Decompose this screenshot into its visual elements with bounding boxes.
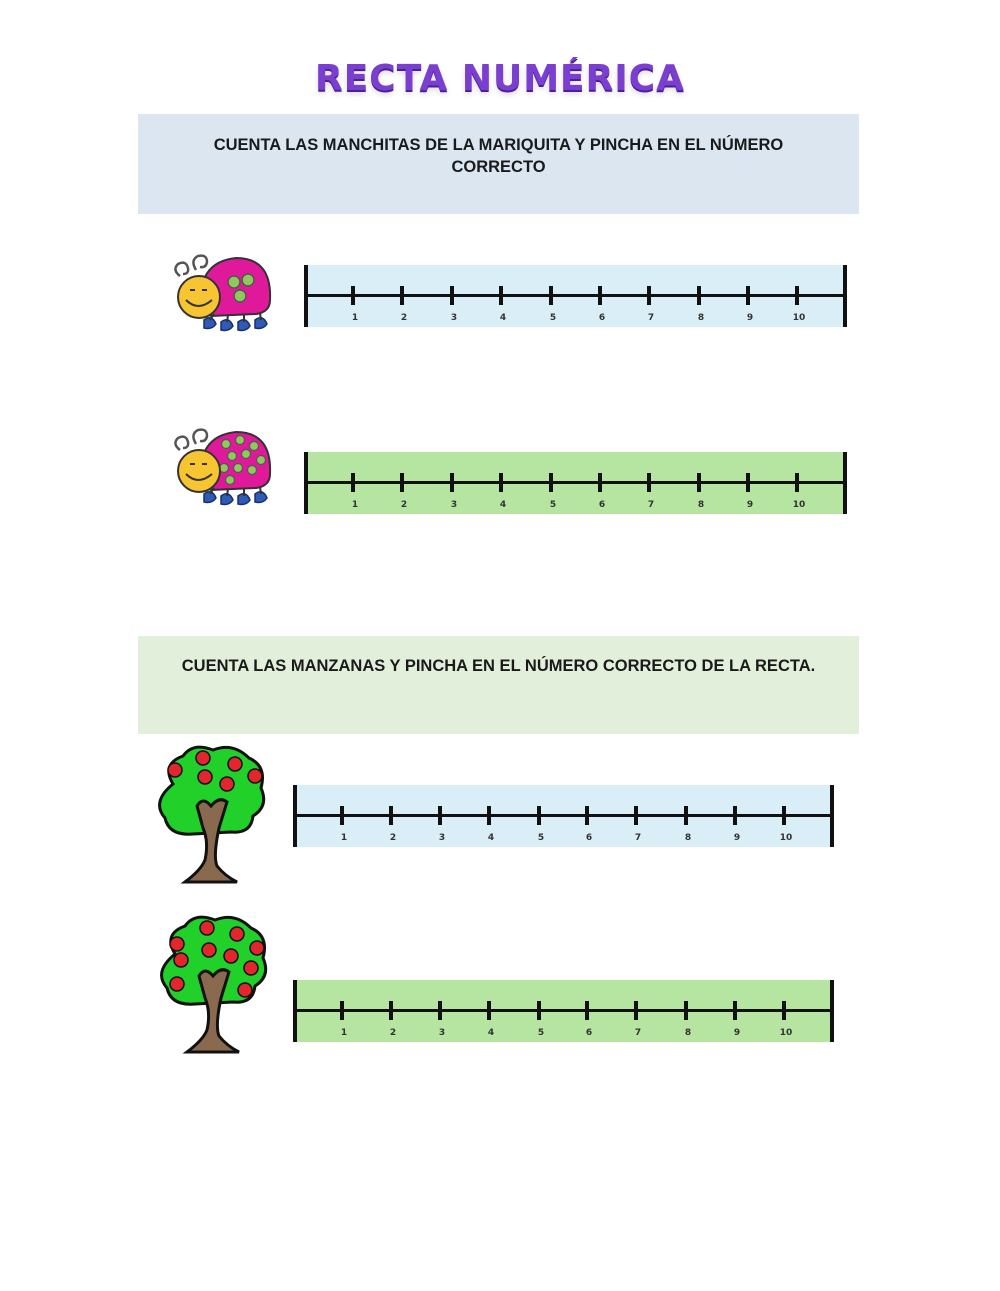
tick-6[interactable] [585, 806, 589, 825]
number-option-10[interactable]: 10 [779, 833, 793, 843]
number-line-end-bar [843, 265, 847, 327]
number-line-ladybug-2 [304, 452, 847, 514]
tick-10[interactable] [782, 806, 786, 825]
number-option-6[interactable]: 6 [598, 500, 606, 510]
tick-7[interactable] [647, 473, 651, 492]
number-option-5[interactable]: 5 [537, 1028, 545, 1038]
number-option-2[interactable]: 2 [389, 833, 397, 843]
tick-9[interactable] [733, 806, 737, 825]
tick-1[interactable] [340, 1001, 344, 1020]
apple-tree-icon [155, 914, 270, 1056]
tick-1[interactable] [340, 806, 344, 825]
tick-5[interactable] [549, 473, 553, 492]
tick-9[interactable] [746, 286, 750, 305]
number-option-1[interactable]: 1 [340, 1028, 348, 1038]
number-line-start-bar [293, 785, 297, 847]
tick-5[interactable] [537, 1001, 541, 1020]
tick-2[interactable] [400, 286, 404, 305]
number-option-7[interactable]: 7 [634, 833, 642, 843]
number-option-4[interactable]: 4 [499, 313, 507, 323]
tick-2[interactable] [389, 806, 393, 825]
number-option-2[interactable]: 2 [400, 313, 408, 323]
number-option-2[interactable]: 2 [389, 1028, 397, 1038]
number-option-2[interactable]: 2 [400, 500, 408, 510]
tick-6[interactable] [598, 286, 602, 305]
number-line-start-bar [304, 452, 308, 514]
tick-8[interactable] [697, 473, 701, 492]
tick-10[interactable] [795, 286, 799, 305]
tick-9[interactable] [746, 473, 750, 492]
number-line-tree-2 [293, 980, 834, 1042]
number-option-8[interactable]: 8 [684, 1028, 692, 1038]
tick-4[interactable] [499, 473, 503, 492]
number-line-ladybug-1 [304, 265, 847, 327]
number-option-7[interactable]: 7 [647, 500, 655, 510]
number-line-axis [293, 1009, 834, 1012]
ladybug-icon [166, 424, 278, 510]
number-line-axis [304, 294, 847, 297]
number-option-7[interactable]: 7 [647, 313, 655, 323]
number-option-10[interactable]: 10 [792, 500, 806, 510]
tick-6[interactable] [585, 1001, 589, 1020]
ladybug-icon [166, 250, 278, 336]
tick-4[interactable] [487, 806, 491, 825]
number-option-10[interactable]: 10 [779, 1028, 793, 1038]
number-line-start-bar [304, 265, 308, 327]
tick-4[interactable] [499, 286, 503, 305]
number-option-4[interactable]: 4 [499, 500, 507, 510]
number-line-end-bar [843, 452, 847, 514]
number-option-6[interactable]: 6 [585, 1028, 593, 1038]
tick-3[interactable] [438, 806, 442, 825]
tick-3[interactable] [438, 1001, 442, 1020]
tick-2[interactable] [389, 1001, 393, 1020]
instruction-banner-ladybug: CUENTA LAS MANCHITAS DE LA MARIQUITA Y PINCHA EN EL NÚMERO CORRECTO [138, 114, 859, 214]
number-option-8[interactable]: 8 [697, 500, 705, 510]
tick-4[interactable] [487, 1001, 491, 1020]
tick-1[interactable] [351, 286, 355, 305]
tick-7[interactable] [647, 286, 651, 305]
tick-3[interactable] [450, 286, 454, 305]
number-line-tree-1 [293, 785, 834, 847]
number-option-1[interactable]: 1 [340, 833, 348, 843]
page-title: RECTA NUMÉRICA [314, 58, 686, 99]
tick-9[interactable] [733, 1001, 737, 1020]
tick-5[interactable] [549, 286, 553, 305]
number-line-axis [293, 814, 834, 817]
number-option-1[interactable]: 1 [351, 500, 359, 510]
tick-8[interactable] [684, 1001, 688, 1020]
number-line-end-bar [830, 785, 834, 847]
number-line-start-bar [293, 980, 297, 1042]
number-option-5[interactable]: 5 [537, 833, 545, 843]
number-line-end-bar [830, 980, 834, 1042]
tick-7[interactable] [634, 806, 638, 825]
number-option-9[interactable]: 9 [746, 313, 754, 323]
number-option-6[interactable]: 6 [585, 833, 593, 843]
number-option-9[interactable]: 9 [746, 500, 754, 510]
number-option-5[interactable]: 5 [549, 313, 557, 323]
tick-8[interactable] [684, 806, 688, 825]
number-option-4[interactable]: 4 [487, 833, 495, 843]
number-option-9[interactable]: 9 [733, 833, 741, 843]
number-option-3[interactable]: 3 [438, 1028, 446, 1038]
number-option-8[interactable]: 8 [684, 833, 692, 843]
tick-7[interactable] [634, 1001, 638, 1020]
tick-5[interactable] [537, 806, 541, 825]
number-option-3[interactable]: 3 [438, 833, 446, 843]
number-option-7[interactable]: 7 [634, 1028, 642, 1038]
tick-10[interactable] [795, 473, 799, 492]
number-option-4[interactable]: 4 [487, 1028, 495, 1038]
number-option-3[interactable]: 3 [450, 313, 458, 323]
apple-tree-icon [153, 744, 268, 886]
number-line-axis [304, 481, 847, 484]
number-option-8[interactable]: 8 [697, 313, 705, 323]
number-option-10[interactable]: 10 [792, 313, 806, 323]
number-option-1[interactable]: 1 [351, 313, 359, 323]
number-option-5[interactable]: 5 [549, 500, 557, 510]
number-option-9[interactable]: 9 [733, 1028, 741, 1038]
number-option-6[interactable]: 6 [598, 313, 606, 323]
instruction-banner-apples: CUENTA LAS MANZANAS Y PINCHA EN EL NÚMERO CORRECTO DE LA RECTA. [138, 636, 859, 734]
tick-1[interactable] [351, 473, 355, 492]
tick-3[interactable] [450, 473, 454, 492]
number-option-3[interactable]: 3 [450, 500, 458, 510]
tick-2[interactable] [400, 473, 404, 492]
tick-10[interactable] [782, 1001, 786, 1020]
tick-8[interactable] [697, 286, 701, 305]
tick-6[interactable] [598, 473, 602, 492]
